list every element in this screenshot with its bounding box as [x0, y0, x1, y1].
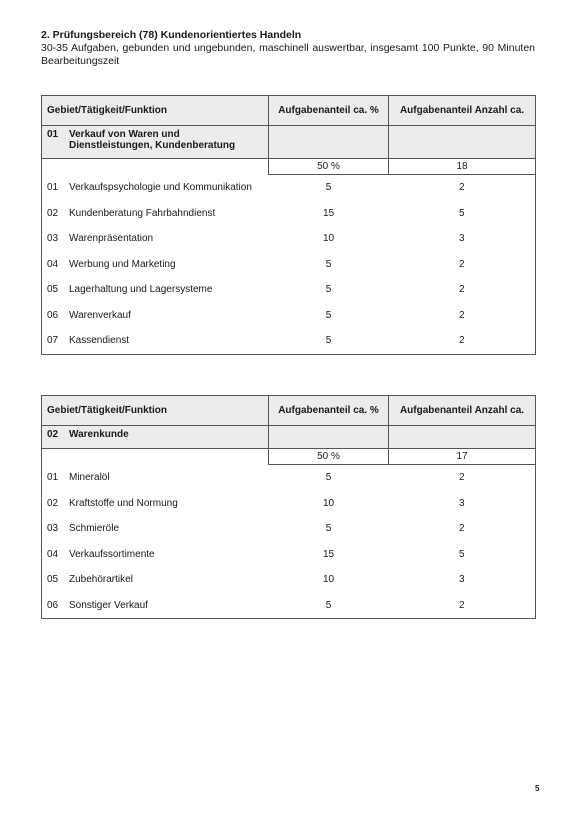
row-count: 2: [389, 175, 536, 201]
total-empty-cell: [42, 159, 269, 175]
row-name: Warenverkauf: [69, 309, 131, 321]
row-code: 04: [47, 258, 59, 270]
section-count: 18: [389, 159, 536, 175]
section-empty-cell: [269, 126, 389, 159]
row-count: 2: [389, 465, 536, 491]
section-code: 01: [47, 129, 59, 140]
section-count: 17: [389, 449, 536, 465]
section-percent: 50 %: [269, 449, 389, 465]
section-empty-cell: [389, 126, 536, 159]
table-row: [42, 516, 536, 542]
row-code: 01: [47, 472, 59, 483]
row-percent: 5: [325, 284, 332, 296]
row-code: 04: [47, 548, 59, 560]
section-total-row: [42, 449, 536, 465]
row-percent: 5: [269, 328, 389, 354]
exam-area-table-2: [41, 395, 536, 619]
row-label-cell: [42, 567, 269, 593]
row-label-cell: [42, 277, 269, 303]
row-percent: 5: [325, 258, 332, 270]
table-row: [42, 175, 536, 201]
table-row: [42, 567, 536, 593]
row-count: 2: [389, 252, 536, 278]
row-count: 3: [389, 567, 536, 593]
table-row: [42, 542, 536, 568]
exam-area-table-1: [41, 95, 536, 355]
row-code: 03: [47, 233, 59, 245]
row-count: 5: [389, 542, 536, 568]
row-count: 5: [389, 201, 536, 227]
header-area: Gebiet/Tätigkeit/Funktion: [42, 396, 269, 426]
row-code: 03: [47, 523, 59, 535]
row-code: 06: [47, 309, 59, 321]
table-row: [42, 491, 536, 517]
section-row: [42, 126, 536, 159]
table-row: [42, 201, 536, 227]
table-row: [42, 277, 536, 303]
row-percent: 5: [269, 593, 389, 619]
row-count: 3: [389, 491, 536, 517]
row-name: Mineralöl: [69, 472, 110, 483]
row-label-cell: [42, 201, 269, 227]
row-name: Zubehörartikel: [69, 574, 133, 586]
row-name: Lagerhaltung und Lagersysteme: [69, 284, 213, 296]
row-name: Kraftstoffe und Normung: [69, 497, 178, 509]
row-percent: 10: [322, 497, 335, 509]
row-name: Verkaufssortimente: [69, 548, 155, 560]
row-percent: 5: [325, 523, 332, 535]
section-name: Warenkunde: [69, 429, 129, 440]
row-label-cell: [42, 252, 269, 278]
header-percent: Aufgabenanteil ca. %: [269, 396, 389, 426]
section-cell: [42, 126, 269, 159]
header-area: Gebiet/Tätigkeit/Funktion: [42, 96, 269, 126]
header-count: Aufgabenanteil Anzahl ca.: [389, 396, 536, 426]
page-heading: [41, 28, 535, 68]
row-code: 05: [47, 574, 59, 586]
row-label-cell: [42, 226, 269, 252]
row-code: 02: [47, 207, 59, 219]
section-cell: [42, 426, 269, 449]
page-number: 5: [535, 784, 540, 793]
section-empty-cell: [389, 426, 536, 449]
row-label-cell: [42, 328, 269, 354]
row-count: 2: [389, 328, 536, 354]
section-percent: 50 %: [269, 159, 389, 175]
row-count: 3: [389, 226, 536, 252]
row-label-cell: [42, 491, 269, 517]
row-code: 02: [47, 497, 59, 509]
table-row: [42, 328, 536, 354]
row-label-cell: [42, 465, 269, 491]
section-description: 30-35 Aufgaben, gebunden und ungebunden, maschinell auswertbar, insgesamt 100 Punkte, 90 Minuten Bearbeitungszeit: [41, 42, 535, 67]
row-name: Kassendienst: [69, 335, 130, 347]
row-code: 07: [47, 335, 59, 347]
section-total-row: [42, 159, 536, 175]
header-count: Aufgabenanteil Anzahl ca.: [389, 96, 536, 126]
row-label-cell: [42, 542, 269, 568]
row-count: 2: [389, 593, 536, 619]
row-label-cell: [42, 516, 269, 542]
row-code: 05: [47, 284, 59, 296]
total-empty-cell: [42, 449, 269, 465]
row-percent: 5: [325, 309, 332, 321]
row-count: 2: [389, 277, 536, 303]
row-name: Sonstiger Verkauf: [69, 599, 148, 611]
table-row: [42, 226, 536, 252]
row-percent: 15: [322, 207, 335, 219]
row-name: Verkaufspsychologie und Kommunikation: [69, 182, 252, 193]
table-header-row: [42, 396, 536, 426]
row-percent: 10: [322, 574, 335, 586]
row-name: Warenpräsentation: [69, 233, 154, 245]
header-percent: Aufgabenanteil ca. %: [269, 96, 389, 126]
row-name: Schmieröle: [69, 523, 120, 535]
row-label-cell: [42, 593, 269, 619]
row-label-cell: [42, 303, 269, 329]
row-percent: 5: [325, 182, 332, 194]
table-row: [42, 465, 536, 491]
row-percent: 5: [325, 472, 332, 484]
section-row: [42, 426, 536, 449]
table-header-row: [42, 96, 536, 126]
row-label-cell: [42, 175, 269, 201]
row-count: 2: [389, 516, 536, 542]
row-code: 06: [47, 599, 59, 611]
row-code: 01: [47, 182, 59, 193]
row-count: 2: [389, 303, 536, 329]
section-code: 02: [47, 429, 59, 440]
section-title: 2. Prüfungsbereich (78) Kundenorientiertes Handeln: [41, 29, 302, 41]
table-row: [42, 252, 536, 278]
table-row: [42, 593, 536, 619]
table-row: [42, 303, 536, 329]
row-name: Kundenberatung Fahrbahndienst: [69, 207, 216, 219]
row-percent: 10: [322, 233, 335, 245]
row-name: Werbung und Marketing: [69, 258, 176, 270]
section-empty-cell: [269, 426, 389, 449]
section-name: Verkauf von Waren und Dienstleistungen, Kundenberatung: [69, 129, 236, 151]
row-percent: 15: [322, 548, 335, 560]
